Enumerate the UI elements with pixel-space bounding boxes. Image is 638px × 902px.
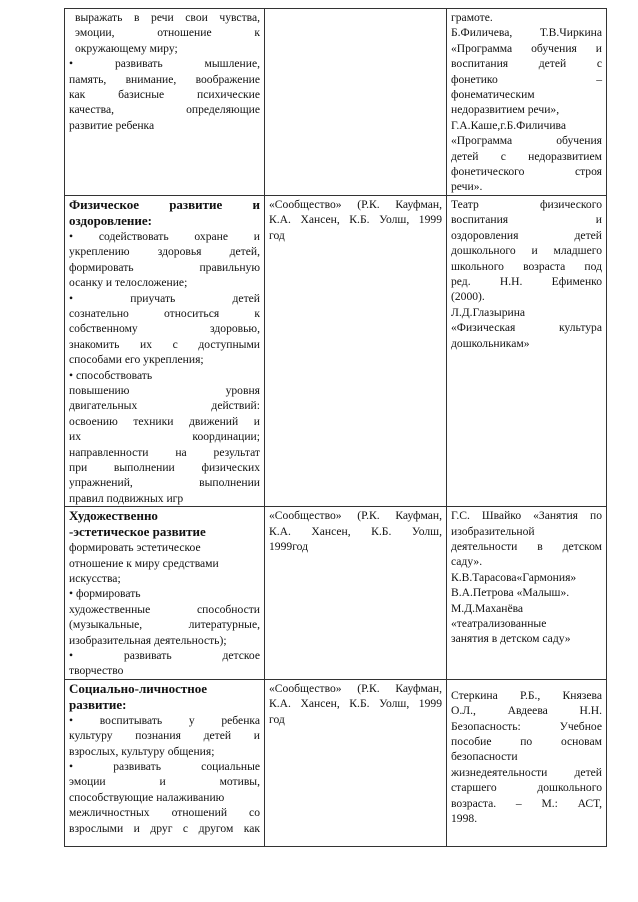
tech-line: Л.Д.Глазырина: [451, 305, 526, 319]
section-heading: оздоровление:: [69, 212, 152, 228]
tech-line: деятельности в детском: [451, 540, 602, 553]
tech-line: безопасности: [451, 750, 518, 764]
goals-line: творчество: [69, 664, 124, 678]
section-heading: Физическое развитие и: [69, 196, 260, 212]
goals-line: сознательно относиться к: [69, 306, 260, 320]
goals-line: осанку и телосложение;: [69, 276, 188, 290]
tech-line: изобразительной: [451, 524, 535, 538]
section-heading: развитие:: [69, 696, 127, 712]
program-cell: [265, 9, 447, 196]
program-line: год: [269, 228, 285, 242]
tech-line: дошкольникам»: [451, 336, 530, 350]
tech-line: фонетического строя: [451, 165, 602, 179]
program-line: К.А. Хансен, К.Б. Уолш, 1999: [269, 213, 442, 227]
goals-line: их координации;: [69, 430, 260, 444]
tech-line: В.А.Петрова «Малыш».: [451, 586, 570, 600]
tech-line: «театрализованные: [451, 617, 547, 631]
technology-cell: [447, 507, 607, 680]
tech-line: воспитания детей с: [451, 57, 602, 71]
tech-line: «Программа обучения и: [451, 41, 602, 55]
goals-line: • воспитывать у ребенка: [69, 713, 260, 727]
technology-cell: [447, 679, 607, 846]
technology-cell: [447, 9, 607, 196]
tech-line: фонетико –: [451, 72, 602, 86]
program-cell: [265, 507, 447, 680]
program-line: «Сообщество» (Р.К. Кауфман,: [269, 197, 442, 211]
goals-line: • содействовать охране и: [69, 229, 260, 243]
tech-line: пособие по основам: [451, 735, 602, 749]
tech-line: М.Д.Маханёва: [451, 601, 524, 615]
goals-line: двигательных действий:: [69, 399, 260, 413]
table-row: [65, 507, 607, 680]
goals-line: как базисные психические: [69, 88, 260, 102]
goals-line: взрослыми и друг с другом как: [69, 821, 260, 835]
goals-line: собственному здоровью,: [69, 322, 260, 336]
goals-line: формировать эстетическое: [69, 541, 201, 555]
tech-line: школьного возраста под: [451, 259, 602, 273]
section-heading: -эстетическое развитие: [69, 524, 206, 540]
goals-line: • формировать: [69, 587, 141, 601]
goals-line: формировать правильную: [69, 260, 260, 274]
tech-line: К.В.Тарасова«Гармония»: [451, 570, 577, 584]
tech-line: Г.А.Каше,г.Б.Филичива: [451, 118, 567, 132]
tech-line: воспитания и: [451, 213, 602, 227]
tech-line: ред. Н.Н. Ефименко: [451, 274, 602, 288]
table-row: [65, 679, 607, 846]
goals-line: память, внимание, воображение: [69, 72, 260, 86]
goals-line: окружающему миру;: [75, 41, 178, 55]
goals-line: эмоции и мотивы,: [69, 775, 260, 789]
goals-line: • развивать мышление,: [69, 57, 260, 71]
table-row: [65, 9, 607, 196]
goals-line: изобразительная деятельность);: [69, 633, 227, 647]
tech-line: Безопасность: Учебное: [451, 719, 602, 733]
tech-line: саду».: [451, 555, 483, 569]
tech-line: Б.Филичева, Т.В.Чиркина: [451, 26, 602, 40]
program-line: год: [269, 712, 285, 726]
goals-line: знакомить их с доступными: [69, 337, 260, 351]
goals-line: • способствовать: [69, 368, 153, 382]
goals-line: • развивать социальные: [69, 760, 260, 774]
goals-line: искусства;: [69, 572, 121, 585]
tech-line: старшего дошкольного: [451, 781, 602, 795]
program-cell: [265, 195, 447, 506]
goals-line: способствующие налаживанию: [69, 790, 225, 804]
program-line: «Сообщество» (Р.К. Кауфман,: [269, 509, 442, 523]
tech-line: жизнедеятельности детей: [451, 765, 602, 779]
tech-line: грамоте.: [451, 11, 493, 24]
program-cell: [265, 679, 447, 846]
goals-line: повышению уровня: [69, 383, 260, 397]
table-row: [65, 195, 607, 506]
section-heading: Художественно: [69, 508, 158, 524]
tech-line: Театр физического: [451, 197, 602, 211]
program-table: [64, 8, 607, 847]
tech-line: Г.С. Швайко «Занятия по: [451, 509, 602, 523]
tech-line: речи».: [451, 180, 483, 194]
tech-line: возраста. – М.: АСТ,: [451, 796, 602, 810]
goals-line: укреплению здоровья детей,: [69, 245, 260, 259]
technology-cell: [447, 195, 607, 506]
goals-line: качества, определяющие: [69, 103, 260, 117]
tech-line: О.Л., Авдеева Н.Н.: [451, 704, 602, 718]
goals-line: отношение к миру средствами: [69, 556, 219, 570]
tech-line: оздоровления детей: [451, 228, 602, 242]
tech-line: 1998.: [451, 812, 478, 826]
goals-line: художественные способности: [69, 602, 260, 616]
goals-line: способами его укрепления;: [69, 353, 204, 367]
goals-line: правил подвижных игр: [69, 491, 184, 505]
tech-line: детей с недоразвитием: [451, 149, 602, 163]
goals-line: • развивать детское: [69, 649, 260, 663]
goals-cell: [65, 195, 265, 506]
tech-line: дошкольного и младшего: [451, 244, 602, 258]
program-line: «Сообщество» (Р.К. Кауфман,: [269, 681, 442, 695]
program-line: 1999год: [269, 540, 309, 553]
goals-line: выражать в речи свои чувства,: [75, 11, 260, 24]
goals-line: (музыкальные, литературные,: [69, 618, 260, 632]
goals-line: развитие ребенка: [69, 118, 155, 132]
goals-line: направленности на результат: [69, 445, 260, 459]
program-line: К.А. Хансен, К.Б. Уолш,: [269, 524, 442, 538]
goals-line: освоению техники движений и: [69, 414, 260, 428]
goals-cell: [65, 507, 265, 680]
tech-line: (2000).: [451, 290, 485, 304]
goals-line: • приучать детей: [69, 291, 260, 305]
tech-line: «Физическая культура: [451, 321, 602, 335]
tech-line: Стеркина Р.Б., Князева: [451, 688, 602, 702]
goals-line: межличностных отношений со: [69, 806, 260, 820]
tech-line: занятия в детском саду»: [451, 632, 571, 646]
goals-line: при выполнении физических: [69, 460, 260, 474]
section-heading: Социально-личностное: [69, 680, 207, 696]
goals-line: культуру познания детей и: [69, 729, 260, 743]
tech-line: «Программа обучения: [451, 134, 602, 148]
goals-line: эмоции, отношение к: [75, 26, 260, 40]
goals-line: взрослых, культуру общения;: [69, 744, 215, 758]
goals-line: упражнений, выполнении: [69, 476, 260, 490]
tech-line: недоразвитием речи»,: [451, 103, 560, 117]
program-line: К.А. Хансен, К.Б. Уолш, 1999: [269, 697, 442, 711]
goals-cell: [65, 9, 265, 196]
goals-cell: [65, 679, 265, 846]
tech-line: фонематическим: [451, 88, 535, 102]
